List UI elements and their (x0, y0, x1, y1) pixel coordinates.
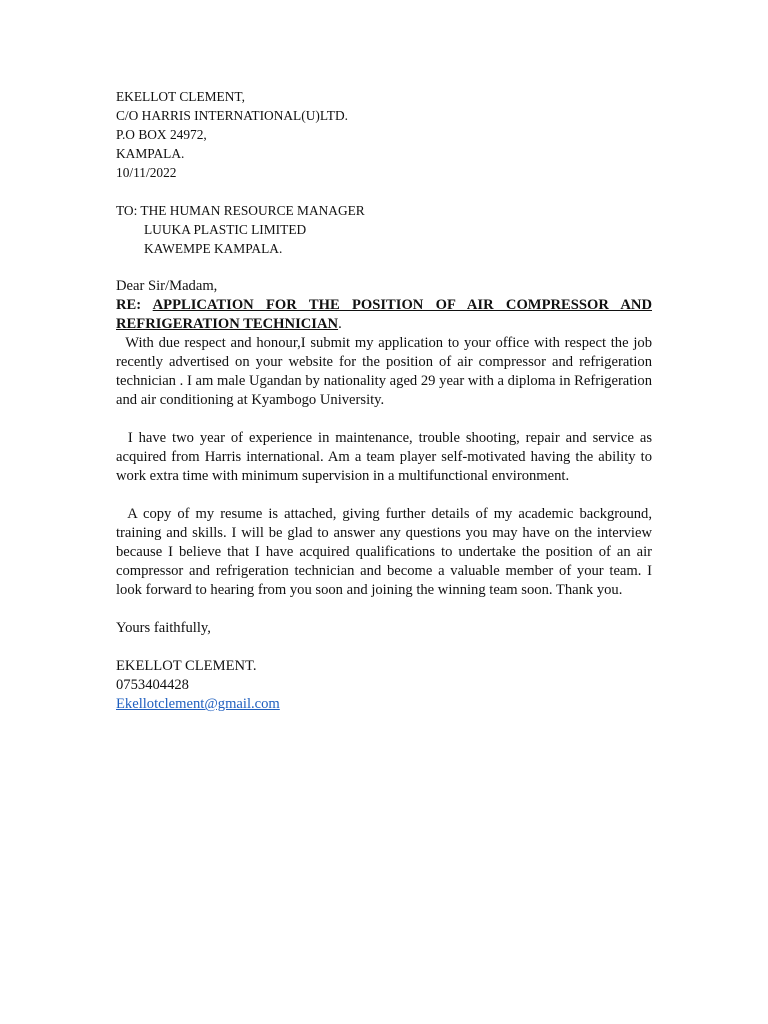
paragraph-experience: I have two year of experience in maintenance, trouble shooting, repair and service as acquired from Harris international. Am a team player self-motivated having the ability to work extra time with minimum supervision in a multifunctional environment. (116, 430, 652, 484)
closing: Yours faithfully, (116, 620, 211, 636)
subject-line (116, 296, 652, 334)
paragraph-resume: A copy of my resume is attached, giving further details of my academic background, training and skills. I will be glad to answer any questions you may have on the interview because I believe that I have acquired qualifications to undertake the position of an air compressor and refrigeration technician and become a valuable member of your team. I look forward to hearing from you soon and joining the winning team soon. Thank you. (116, 506, 652, 598)
sender-name: EKELLOT CLEMENT, (116, 89, 245, 104)
recipient-address (116, 201, 652, 258)
subject-end: . (338, 316, 342, 332)
letter-body (116, 87, 652, 714)
sender-company: C/O HARRIS INTERNATIONAL(U)LTD. (116, 108, 348, 123)
signature-phone: 0753404428 (116, 677, 189, 693)
subject-text: APPLICATION FOR THE POSITION OF AIR COMPRESSOR AND REFRIGERATION TECHNICIAN (116, 297, 653, 332)
recipient-title: TO: THE HUMAN RESOURCE MANAGER (116, 203, 365, 218)
sender-address (116, 87, 652, 182)
salutation: Dear Sir/Madam, (116, 278, 218, 294)
signature-block (116, 657, 652, 714)
letter-date: 10/11/2022 (116, 165, 177, 180)
sender-po-box: P.O BOX 24972, (116, 127, 207, 142)
paragraph-intro: With due respect and honour,I submit my application to your office with respect the job recently advertised on your website for the position of air compressor and refrigeration technician . I am male Ugandan by nationality aged 29 year with a diploma in Refrigeration and air conditioning at Kyambogo University. (116, 335, 652, 408)
recipient-company: LUUKA PLASTIC LIMITED (144, 222, 307, 237)
recipient-location: KAWEMPE KAMPALA. (144, 241, 283, 256)
subject-prefix: RE: (116, 297, 142, 313)
sender-city: KAMPALA. (116, 146, 185, 161)
email-link[interactable]: Ekellotclement@gmail.com (116, 696, 280, 712)
signature-name: EKELLOT CLEMENT. (116, 658, 257, 674)
